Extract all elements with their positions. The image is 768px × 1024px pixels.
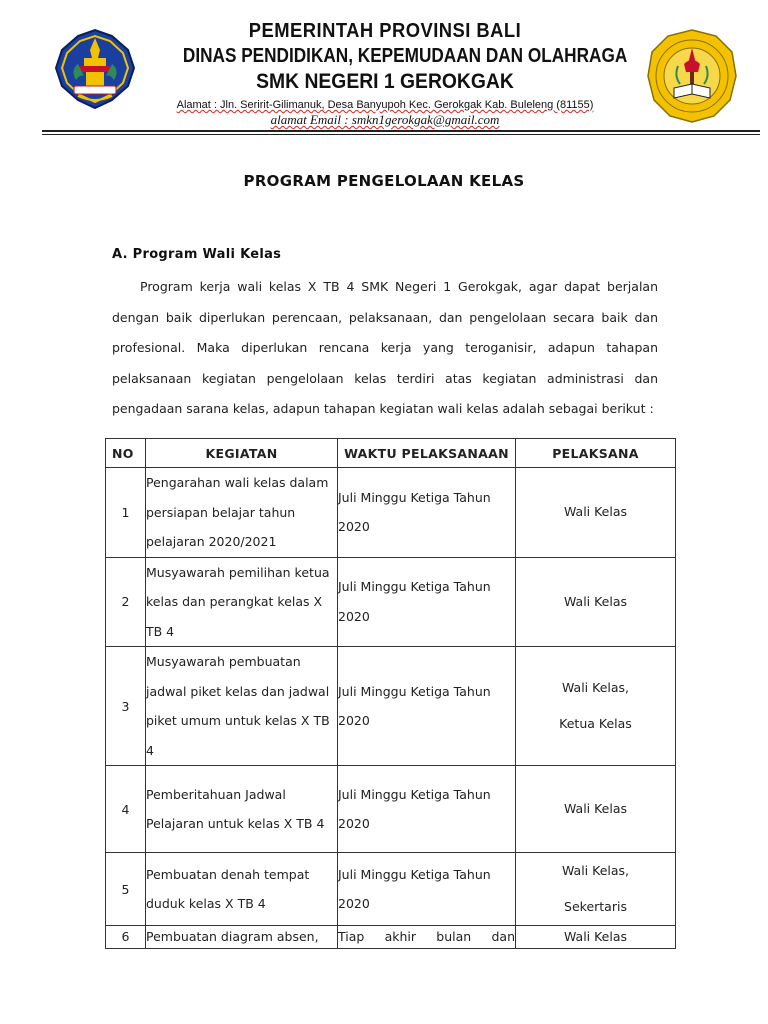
smkn1-gerokgak-school-emblem-icon — [644, 28, 740, 124]
cell-kegiatan: Pembuatan diagram absen, — [146, 926, 338, 949]
cell-no: 1 — [106, 468, 146, 558]
cell-no: 2 — [106, 557, 146, 647]
cell-waktu: Juli Minggu Ketiga Tahun 2020 — [338, 853, 516, 926]
cell-pelaksana: Wali Kelas — [516, 926, 676, 949]
letterhead-department: DINAS PENDIDIKAN, KEPEMUDAAN DAN OLAHRAGA — [182, 45, 628, 67]
cell-kegiatan: Pembuatan denah tempat duduk kelas X TB 4 — [146, 853, 338, 926]
letterhead-text — [150, 18, 628, 128]
cell-kegiatan: Pengarahan wali kelas dalam persiapan belajar tahun pelajaran 2020/2021 — [146, 468, 338, 558]
letterhead-email: alamat Email : smkn1gerokgak@gmail.com — [270, 112, 500, 127]
table-header-row — [106, 439, 676, 468]
cell-no: 4 — [106, 766, 146, 853]
pelaksana-line: Wali Kelas, — [561, 680, 630, 695]
table-row — [106, 926, 676, 949]
cell-waktu: Juli Minggu Ketiga Tahun 2020 — [338, 468, 516, 558]
pelaksana-line: Wali Kelas, — [561, 863, 630, 878]
cell-pelaksana — [516, 647, 676, 766]
cell-pelaksana — [516, 853, 676, 926]
cell-no: 5 — [106, 853, 146, 926]
cell-pelaksana: Wali Kelas — [516, 557, 676, 647]
cell-waktu: Juli Minggu Ketiga Tahun 2020 — [338, 647, 516, 766]
cell-waktu: Tiap akhir bulan dan — [338, 926, 516, 949]
cell-pelaksana: Wali Kelas — [516, 766, 676, 853]
header-no: NO — [106, 439, 146, 468]
letterhead-school: SMK NEGERI 1 GEROKGAK — [256, 70, 514, 93]
header-waktu: WAKTU PELAKSANAAN — [338, 439, 516, 468]
letterhead-divider-thick — [42, 130, 760, 132]
cell-pelaksana: Wali Kelas — [516, 468, 676, 558]
cell-kegiatan: Musyawarah pembuatan jadwal piket kelas dan jadwal piket umum untuk kelas X TB 4 — [146, 647, 338, 766]
letterhead-government: PEMERINTAH PROVINSI BALI — [248, 20, 522, 42]
cell-no: 6 — [106, 926, 146, 949]
table-row — [106, 557, 676, 647]
cell-kegiatan: Musyawarah pemilihan ketua kelas dan perangkat kelas X TB 4 — [146, 557, 338, 647]
section-heading: A. Program Wali Kelas — [112, 247, 282, 262]
cell-no: 3 — [106, 647, 146, 766]
letterhead — [40, 14, 740, 130]
letterhead-divider-thin — [42, 134, 760, 135]
intro-paragraph: Program kerja wali kelas X TB 4 SMK Negeri 1 Gerokgak, agar dapat berjalan dengan baik diperlukan perencaan, pelaksanaan, dan pengelolaan secara baik dan profesional. Maka diperlukan rencana kerja yang teroganisir, adapun tahapan pelaksanaan kegiatan pengelolaan kelas terdiri atas kegiatan administrasi dan pengadaan sarana kelas, adapun tahapan kegiatan wali kelas adalah sebagai berikut : — [112, 279, 658, 416]
activity-table — [105, 438, 676, 949]
letterhead-address: Alamat : Jln. Seririt-Gilimanuk, Desa Banyupoh Kec. Gerokgak Kab. Buleleng (81155) — [176, 99, 594, 111]
table-row — [106, 853, 676, 926]
pelaksana-line: Sekertaris — [564, 899, 627, 914]
header-pelaksana: PELAKSANA — [516, 439, 676, 468]
cell-waktu: Juli Minggu Ketiga Tahun 2020 — [338, 766, 516, 853]
document-title: PROGRAM PENGELOLAAN KELAS — [243, 172, 525, 190]
table-row — [106, 468, 676, 558]
bali-province-emblem-icon — [48, 20, 142, 116]
table-row — [106, 766, 676, 853]
pelaksana-line: Ketua Kelas — [559, 716, 632, 731]
cell-kegiatan: Pemberitahuan Jadwal Pelajaran untuk kelas X TB 4 — [146, 766, 338, 853]
cell-waktu: Juli Minggu Ketiga Tahun 2020 — [338, 557, 516, 647]
table-row — [106, 647, 676, 766]
header-kegiatan: KEGIATAN — [146, 439, 338, 468]
